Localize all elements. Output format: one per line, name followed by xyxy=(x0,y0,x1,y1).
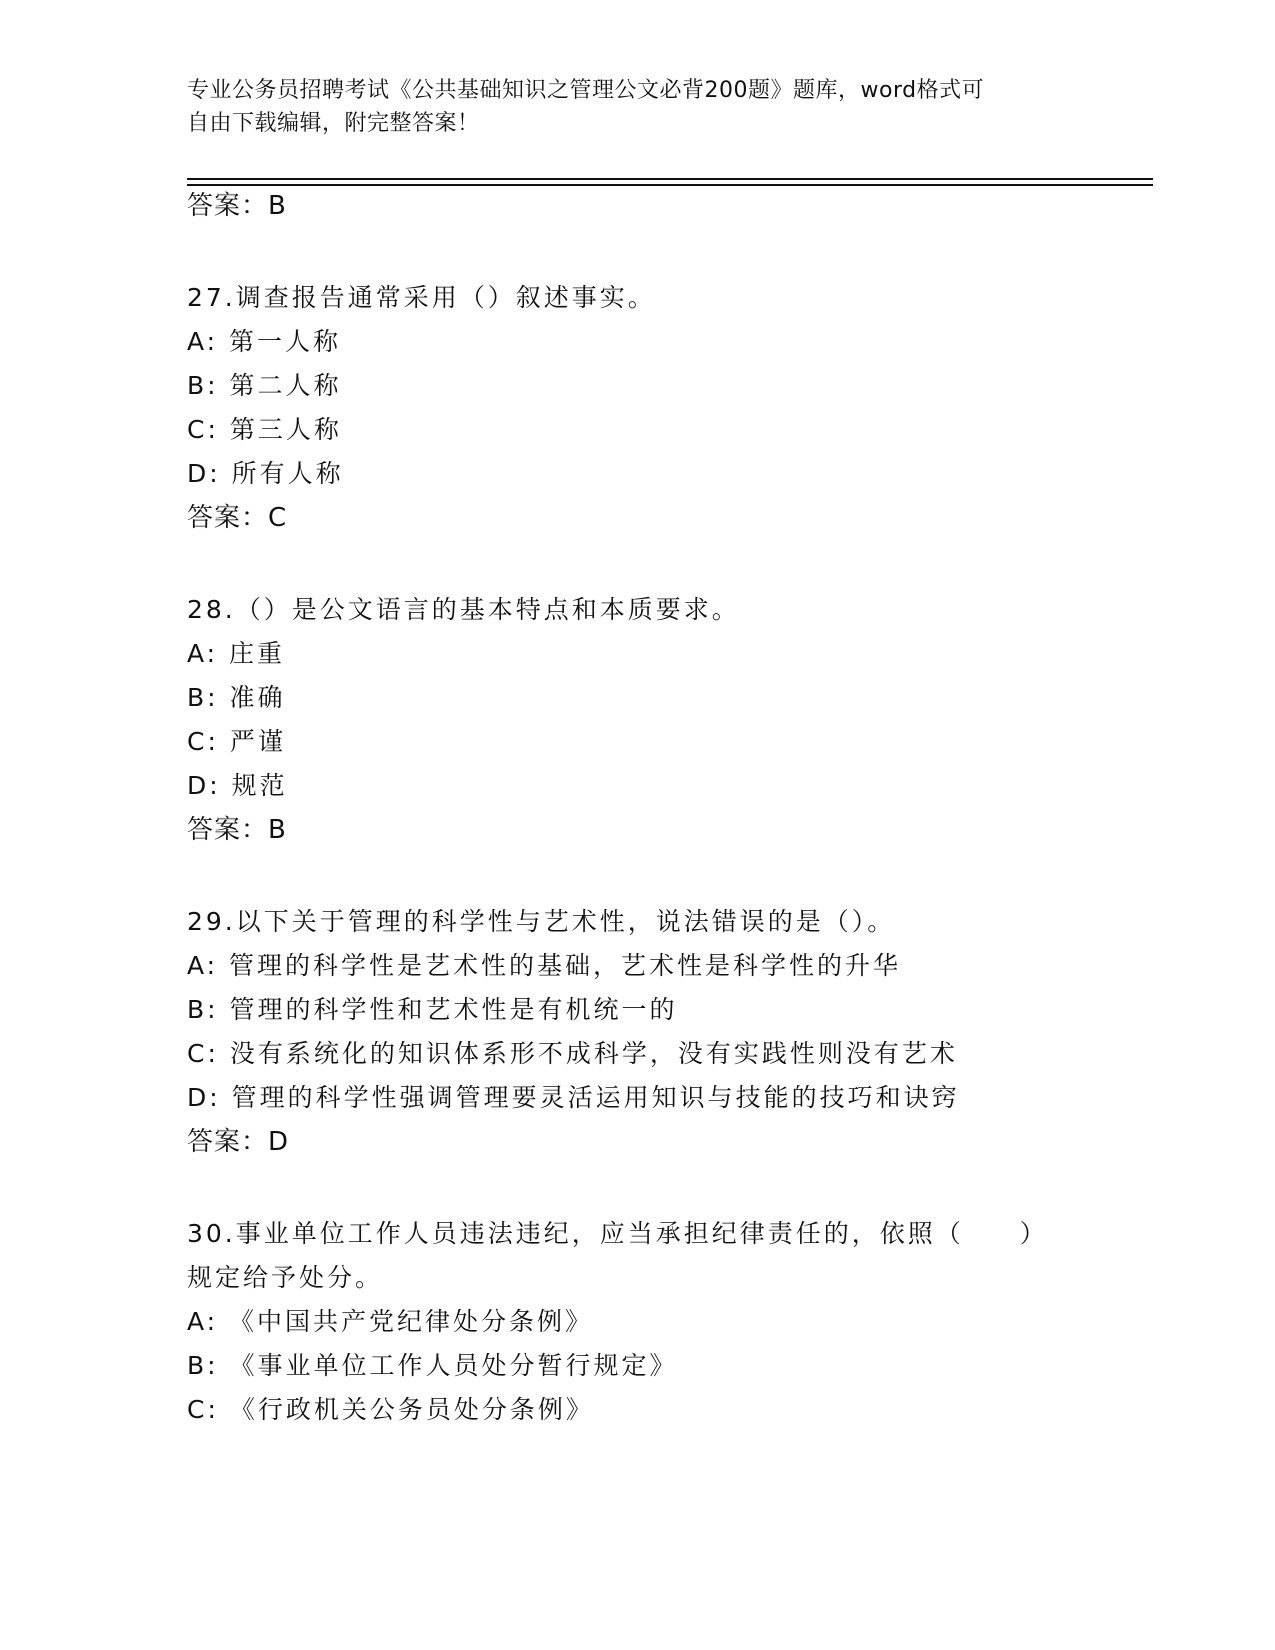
question-28-option-a: A: 庄重 xyxy=(187,639,286,668)
question-27-option-c: C: 第三人称 xyxy=(187,415,342,444)
question-30-option-c: C: 《行政机关公务员处分条例》 xyxy=(187,1395,594,1424)
question-28-option-d: D: 规范 xyxy=(187,771,288,800)
question-28-answer: 答案：B xyxy=(187,815,287,845)
question-29-option-d: D: 管理的科学性强调管理要灵活运用知识与技能的技巧和诀窍 xyxy=(187,1083,960,1112)
question-28-option-c: C: 严谨 xyxy=(187,727,286,756)
question-27-option-a: A: 第一人称 xyxy=(187,327,342,356)
question-29-answer: 答案：D xyxy=(187,1127,290,1157)
document-header xyxy=(187,74,1067,140)
question-30-option-a: A: 《中国共产党纪律处分条例》 xyxy=(187,1307,594,1336)
question-29-option-b: B: 管理的科学性和艺术性是有机统一的 xyxy=(187,995,678,1024)
question-27-answer: 答案：C xyxy=(187,503,288,533)
question-30-option-b: B: 《事业单位工作人员处分暂行规定》 xyxy=(187,1351,678,1380)
header-line-1: 专业公务员招聘考试《公共基础知识之管理公文必背200题》题库，word格式可 xyxy=(187,78,985,103)
question-28-option-b: B: 准确 xyxy=(187,683,286,712)
answer-26: 答案：B xyxy=(187,191,287,221)
question-28-stem: 28.（）是公文语言的基本特点和本质要求。 xyxy=(187,595,740,624)
question-27-option-b: B: 第二人称 xyxy=(187,371,342,400)
question-27-option-d: D: 所有人称 xyxy=(187,459,344,488)
question-29-stem: 29.以下关于管理的科学性与艺术性，说法错误的是（）。 xyxy=(187,907,896,936)
header-divider-bottom xyxy=(187,184,1153,186)
question-30-stem-line-2: 规定给予处分。 xyxy=(187,1263,384,1292)
question-30-stem-line-1: 30.事业单位工作人员违法违纪，应当承担纪律责任的，依照（ ） xyxy=(187,1219,1048,1248)
header-divider-top xyxy=(187,178,1153,180)
question-27-stem: 27.调查报告通常采用（）叙述事实。 xyxy=(187,283,656,312)
question-29-option-a: A: 管理的科学性是艺术性的基础，艺术性是科学性的升华 xyxy=(187,951,902,980)
question-29-option-c: C: 没有系统化的知识体系形不成科学，没有实践性则没有艺术 xyxy=(187,1039,958,1068)
header-line-2: 自由下载编辑，附完整答案！ xyxy=(187,111,480,136)
